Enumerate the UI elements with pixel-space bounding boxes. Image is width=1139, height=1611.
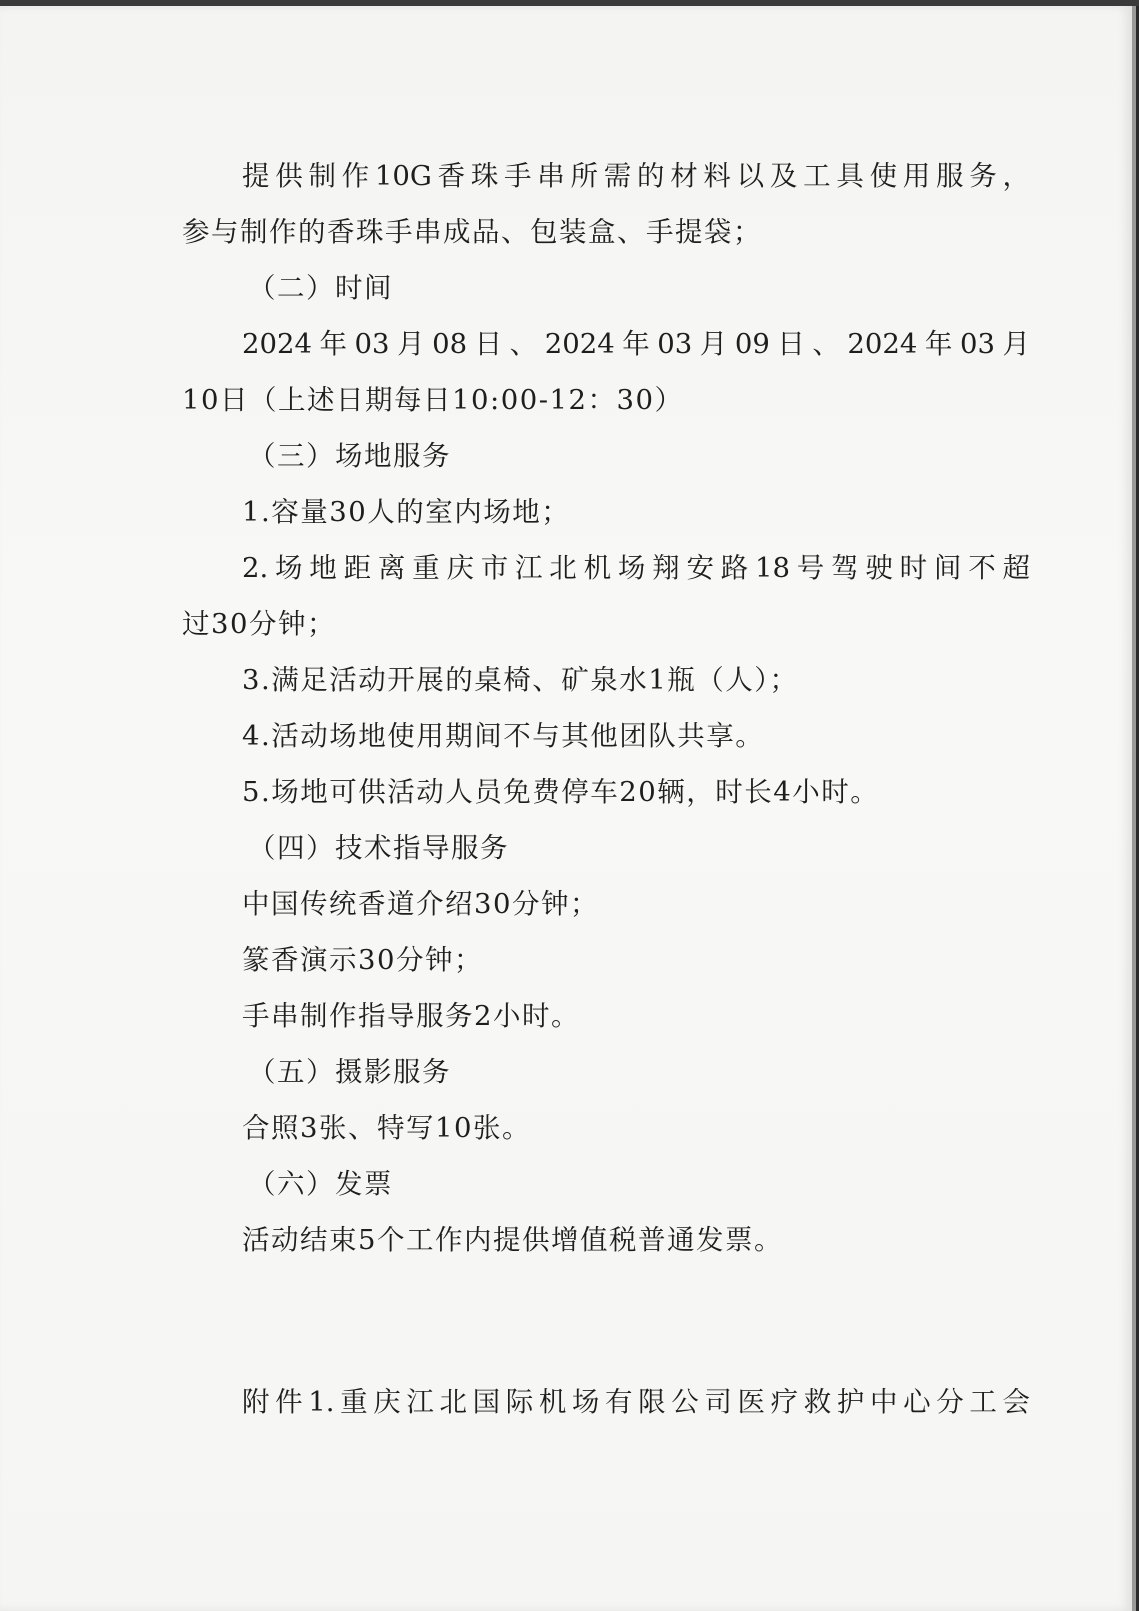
list-item-capacity: 1.容量30人的室内场地；: [242, 496, 571, 528]
body-text-incense-intro: 中国传统香道介绍30分钟；: [242, 888, 599, 920]
body-text-invoice: 活动结束5个工作内提供增值税普通发票。: [242, 1224, 783, 1256]
body-text-dates-cont: 10日（上述日期每日10:00-12：30）: [182, 384, 684, 416]
body-text-dates: 2024年03月08日、2024年03月09日、2024年03月: [242, 328, 1030, 360]
list-item-parking: 5.场地可供活动人员免费停车20辆，时长4小时。: [242, 776, 880, 808]
section-heading-invoice: （六）发票: [248, 1168, 393, 1200]
list-item-furniture: 3.满足活动开展的桌椅、矿泉水1瓶（人）；: [242, 664, 799, 696]
attachment-line: 附件1.重庆江北国际机场有限公司医疗救护中心分工会: [242, 1386, 1030, 1418]
section-heading-photography: （五）摄影服务: [248, 1056, 451, 1088]
list-item-distance-cont: 过30分钟；: [182, 608, 336, 640]
list-item-distance: 2.场地距离重庆市江北机场翔安路18号驾驶时间不超: [242, 552, 1030, 584]
body-text-materials: 提供制作10G香珠手串所需的材料以及工具使用服务，: [242, 160, 1030, 192]
section-heading-time: （二）时间: [248, 272, 393, 304]
section-heading-venue: （三）场地服务: [248, 440, 451, 472]
list-item-exclusive: 4.活动场地使用期间不与其他团队共享。: [242, 720, 765, 752]
body-text-photos: 合照3张、特写10张。: [242, 1112, 531, 1144]
body-text-materials-cont: 参与制作的香珠手串成品、包装盒、手提袋；: [182, 216, 762, 248]
document-page: [0, 6, 1136, 1611]
body-text-bracelet-guidance: 手串制作指导服务2小时。: [242, 1000, 580, 1032]
section-heading-guidance: （四）技术指导服务: [248, 832, 509, 864]
body-text-incense-demo: 篆香演示30分钟；: [242, 944, 483, 976]
